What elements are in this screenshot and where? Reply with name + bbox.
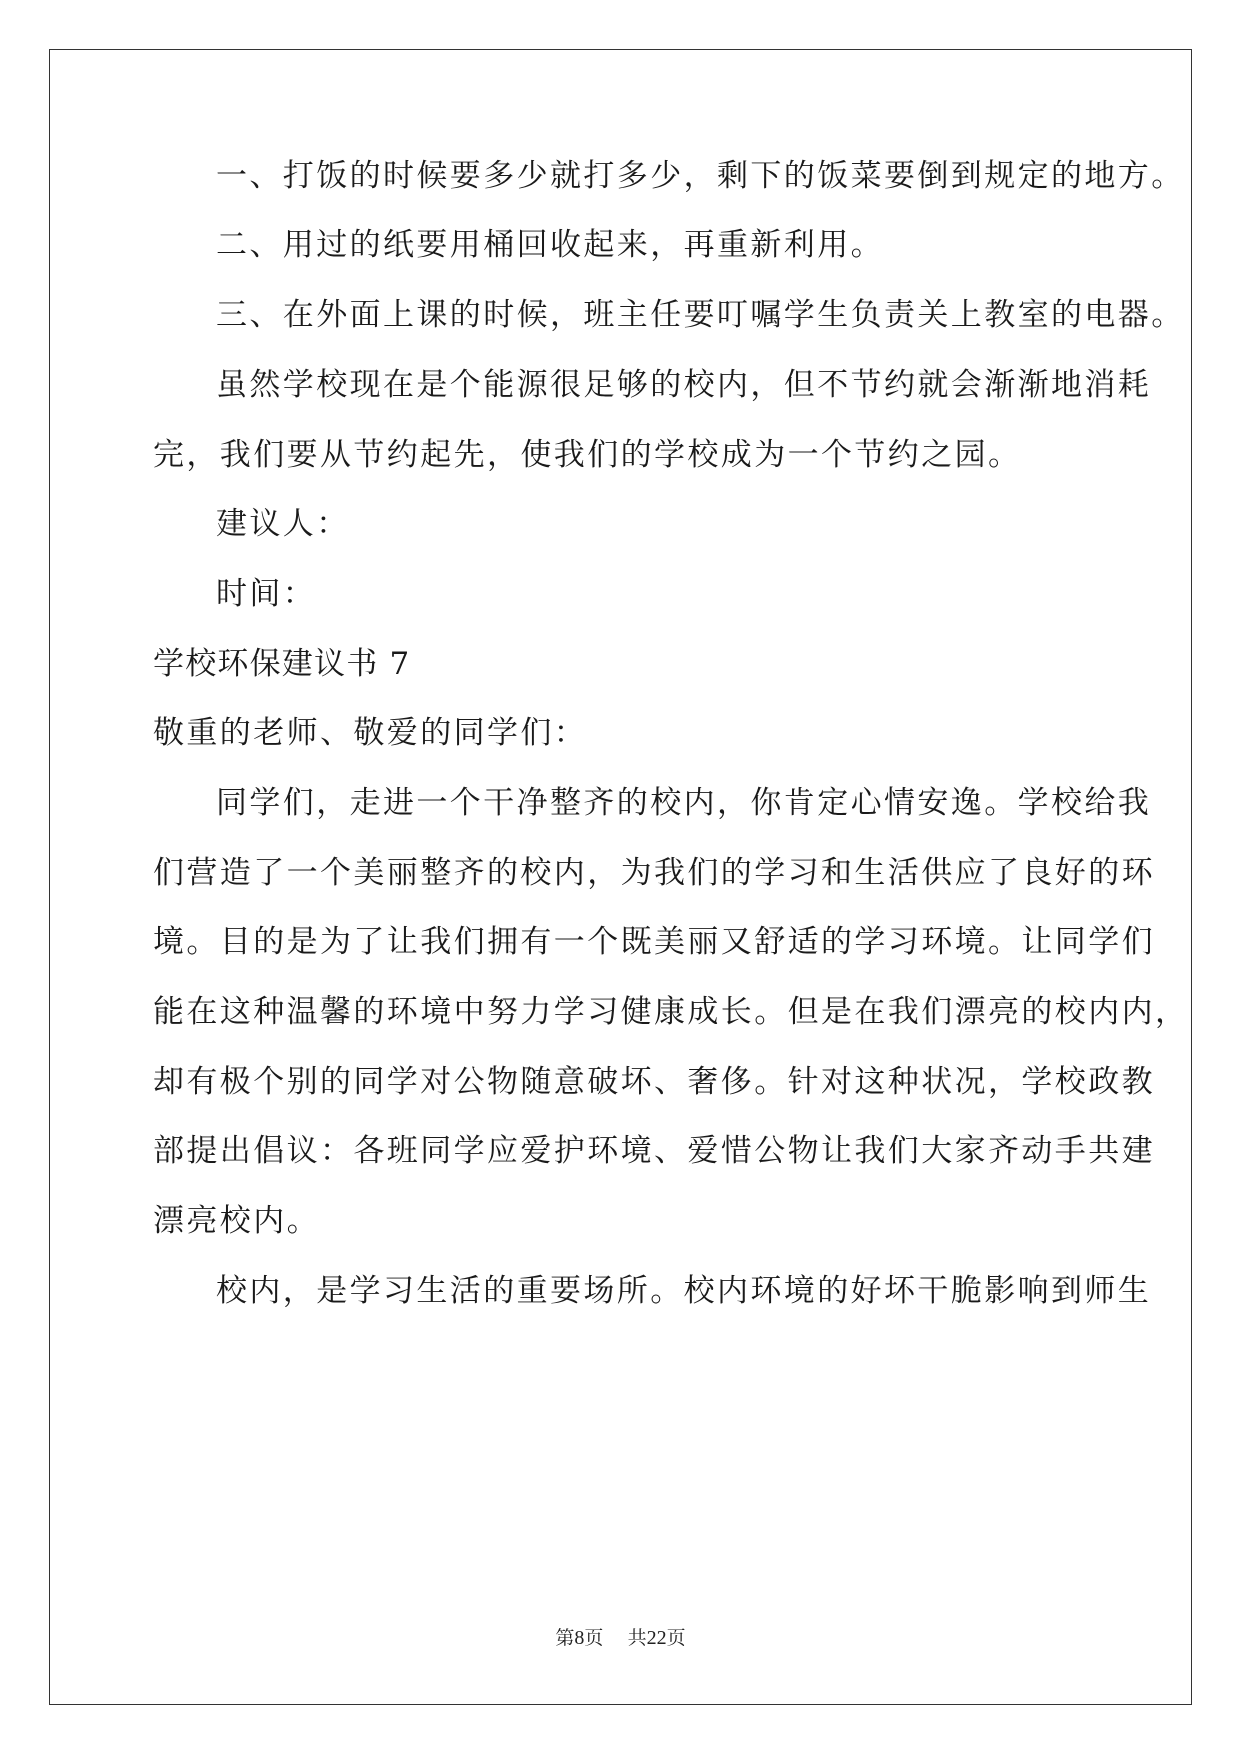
paragraph-line-8: 境。目的是为了让我们拥有一个既美丽又舒适的学习环境。让同学们: [153, 924, 1155, 960]
paragraph-line-1: 一、打饭的时候要多少就打多少，剩下的饭菜要倒到规定的地方。: [216, 158, 1185, 194]
paragraph-line-2: 二、用过的纸要用桶回收起来，再重新利用。: [216, 227, 884, 263]
paragraph-line-5: 完，我们要从节约起先，使我们的学校成为一个节约之园。: [153, 437, 1022, 473]
paragraph-line-7: 们营造了一个美丽整齐的校内，为我们的学习和生活供应了良好的环: [153, 855, 1155, 891]
salutation: 敬重的老师、敬爱的同学们：: [153, 715, 588, 751]
paragraph-line-9: 能在这种温馨的环境中努力学习健康成长。但是在我们漂亮的校内内，: [153, 994, 1189, 1030]
total-pages: 22: [646, 1627, 667, 1649]
page-prefix: 第: [555, 1627, 575, 1649]
paragraph-line-3: 三、在外面上课的时候，班主任要叮嘱学生负责关上教室的电器。: [216, 297, 1185, 333]
paragraph-line-12: 漂亮校内。: [153, 1203, 320, 1239]
date-label: 时间：: [216, 576, 317, 612]
paragraph-line-13: 校内，是学习生活的重要场所。校内环境的好坏干脆影响到师生: [216, 1273, 1152, 1309]
page-footer: [0, 1626, 1241, 1650]
proposer-label: 建议人：: [216, 506, 350, 542]
total-prefix: 共: [627, 1627, 647, 1649]
total-suffix: 页: [666, 1627, 686, 1649]
section-heading: 学校环保建议书 7: [153, 646, 411, 682]
page-suffix: 页: [584, 1627, 604, 1649]
paragraph-line-11: 部提出倡议：各班同学应爱护环境、爱惜公物让我们大家齐动手共建: [153, 1133, 1155, 1169]
paragraph-line-4: 虽然学校现在是个能源很足够的校内，但不节约就会渐渐地消耗: [216, 367, 1152, 403]
paragraph-line-6: 同学们，走进一个干净整齐的校内，你肯定心情安逸。学校给我: [216, 785, 1152, 821]
paragraph-line-10: 却有极个别的同学对公物随意破坏、奢侈。针对这种状况，学校政教: [153, 1064, 1155, 1100]
page-number: 8: [574, 1627, 585, 1649]
